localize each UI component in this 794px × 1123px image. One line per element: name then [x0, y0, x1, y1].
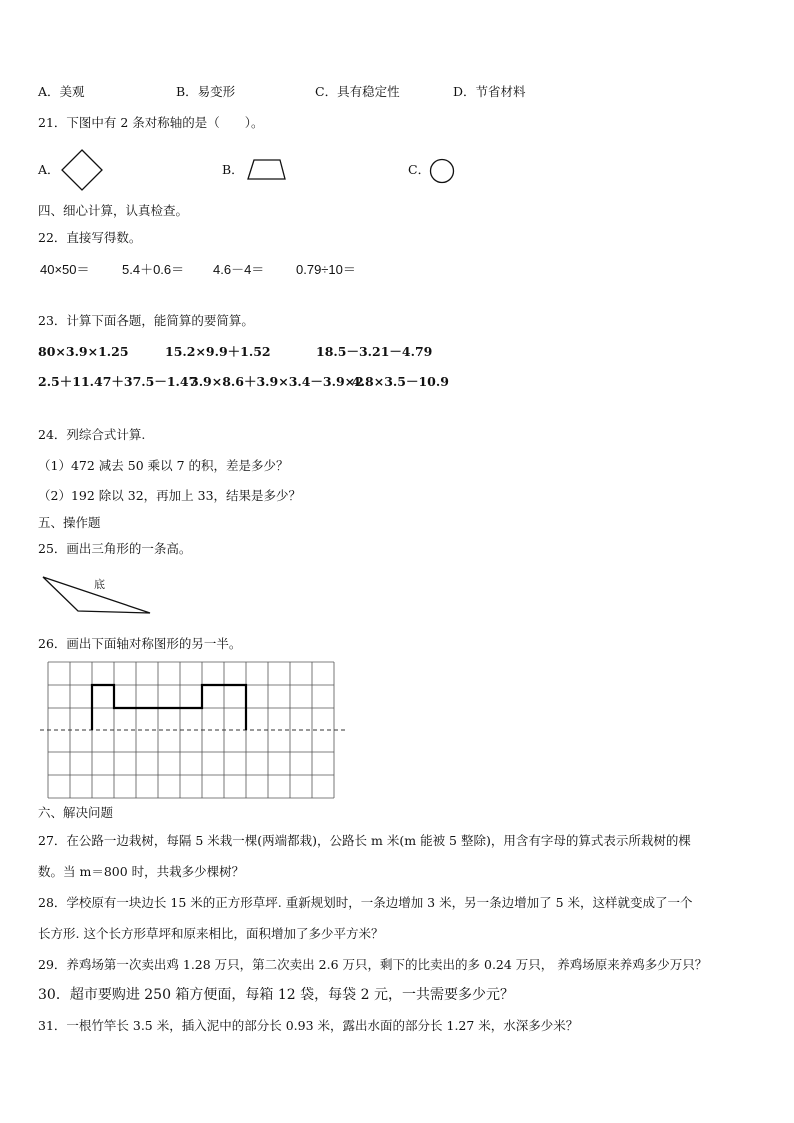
q22-item-3: 4.6－4＝ — [213, 262, 265, 277]
q23-expr-4: 2.5＋11.47＋37.5－1.47 — [38, 374, 198, 389]
question-24: 24．列综合式计算. — [38, 427, 146, 442]
q23-expr-5: 3.9×8.6＋3.9×3.4－3.9×2 — [190, 374, 364, 389]
q23-expr-1: 80×3.9×1.25 — [38, 344, 129, 359]
question-22: 22．直接写得数。 — [38, 230, 142, 245]
question-21: 21．下图中有 2 条对称轴的是（ ）。 — [38, 115, 264, 130]
q24-sub-1: （1）472 减去 50 乘以 7 的积，差是多少？ — [38, 458, 289, 473]
option-b: B．易变形 — [176, 84, 236, 99]
question-31: 31．一根竹竿长 3.5 米，插入泥中的部分长 0.93 米，露出水面的部分长 1.27 米，水深多少米？ — [38, 1018, 579, 1033]
question-28-line-1: 28．学校原有一块边长 15 米的正方形草坪. 重新规划时，一条边增加 3 米，另一条边增加了 5 米，这样就变成了一个 — [38, 895, 693, 910]
option-a: A．美观 — [38, 84, 85, 99]
question-29: 29．养鸡场第一次卖出鸡 1.28 万只，第二次卖出 2.6 万只，剩下的比卖出的多 0.24 万只， 养鸡场原来养鸡多少万只？ — [38, 957, 708, 972]
section-6-heading: 六、解决问题 — [38, 805, 114, 820]
symmetry-grid — [40, 660, 345, 800]
q23-expr-3: 18.5－3.21－4.79 — [316, 344, 433, 359]
question-27-line-1: 27．在公路一边栽树，每隔 5 米栽一棵(两端都栽)，公路长 m 米(m 能被 5 整除)，用含有字母的算式表示所栽树的棵 — [38, 833, 691, 848]
question-23: 23．计算下面各题，能简算的要简算。 — [38, 313, 254, 328]
q24-sub-2: （2）192 除以 32，再加上 33，结果是多少？ — [38, 488, 302, 503]
q21-option-a-label: A． — [38, 162, 60, 177]
diamond-icon — [60, 148, 104, 192]
question-30: 30．超市要购进 250 箱方便面，每箱 12 袋，每袋 2 元，一共需要多少元？ — [38, 987, 514, 1003]
option-c: C．具有稳定性 — [315, 84, 400, 99]
q22-item-2: 5.4＋0.6＝ — [122, 262, 185, 277]
triangle-base-label: 底 — [94, 579, 105, 591]
question-26: 26．画出下面轴对称图形的另一半。 — [38, 636, 242, 651]
q23-expr-2: 15.2×9.9＋1.52 — [165, 344, 271, 359]
q21-option-b-label: B． — [222, 162, 244, 177]
q22-item-4: 0.79÷10＝ — [296, 262, 356, 277]
section-5-heading: 五、操作题 — [38, 515, 101, 530]
circle-icon — [428, 157, 456, 185]
question-28-line-2: 长方形. 这个长方形草坪和原来相比，面积增加了多少平方米？ — [38, 926, 384, 941]
section-4-heading: 四、细心计算，认真检查。 — [38, 203, 189, 218]
trapezoid-icon — [245, 157, 289, 183]
question-25: 25．画出三角形的一条高。 — [38, 541, 192, 556]
q21-option-c-label: C． — [408, 162, 431, 177]
question-27-line-2: 数。当 m＝800 时，共栽多少棵树？ — [38, 864, 245, 879]
option-d: D．节省材料 — [453, 84, 526, 99]
q23-expr-6: 4.8×3.5－10.9 — [352, 374, 449, 389]
q22-item-1: 40×50＝ — [40, 262, 90, 277]
